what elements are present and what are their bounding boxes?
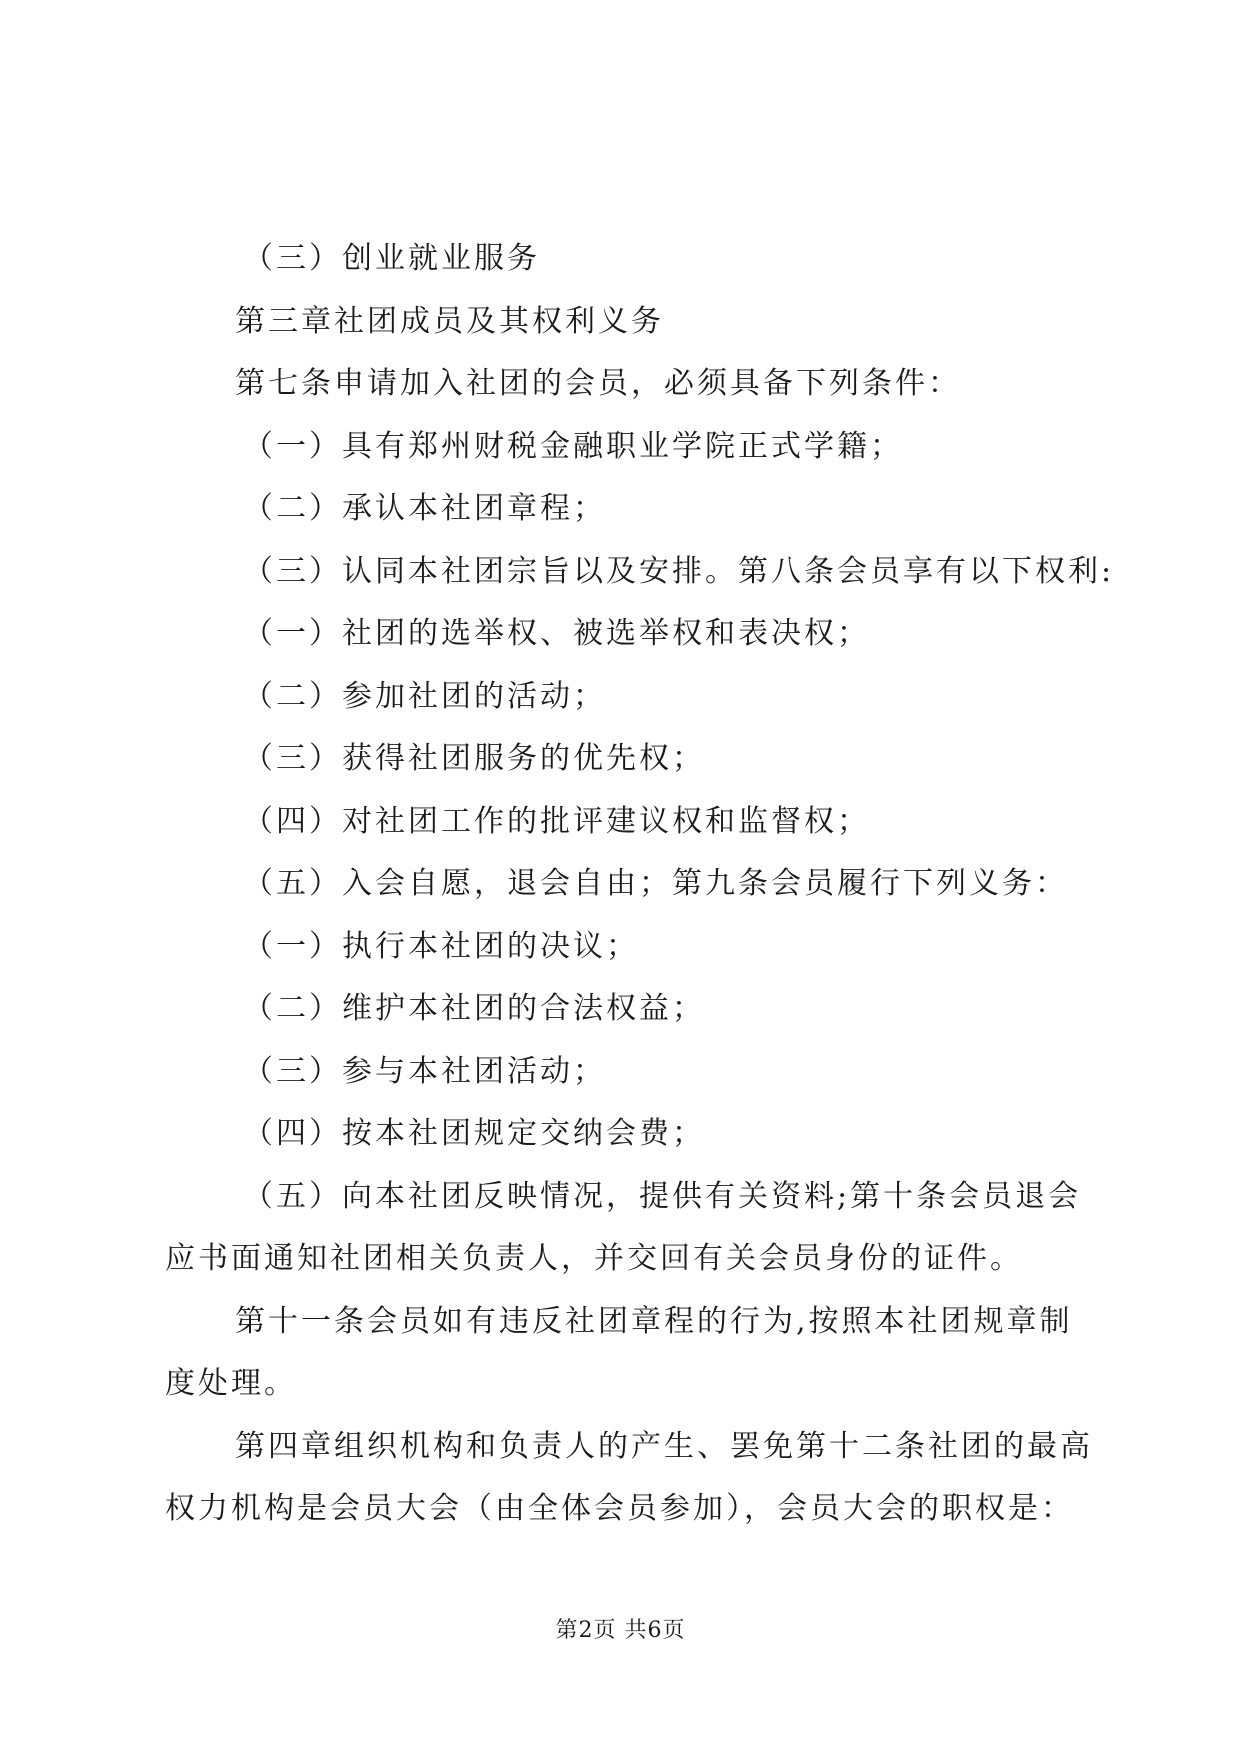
text-line: （四）对社团工作的批评建议权和监督权；	[243, 803, 870, 839]
page-number-footer: 第2页 共6页	[555, 1618, 686, 1643]
document-body	[165, 228, 1115, 1541]
text-line: （二）承认本社团章程；	[243, 491, 606, 526]
text-line: （一）执行本社团的决议；	[243, 928, 639, 964]
text-line: （二）维护本社团的合法权益；	[243, 991, 705, 1026]
text-line: （二）参加社团的活动；	[243, 678, 606, 714]
text-line: （一）具有郑州财税金融职业学院正式学籍；	[243, 428, 903, 464]
text-line: （三）认同本社团宗旨以及安排。第八条会员享有以下权利:	[243, 553, 1115, 589]
text-line: 应书面通知社团相关负责人，并交回有关会员身份的证件。	[165, 1241, 1023, 1276]
text-line: （三）参与本社团活动；	[243, 1053, 606, 1089]
text-line: （五）入会自愿，退会自由；第九条会员履行下列义务：	[243, 866, 1068, 901]
text-line: （四）按本社团规定交纳会费；	[243, 1116, 705, 1151]
text-line: 第三章社团成员及其权利义务	[235, 303, 664, 339]
text-line: （一）社团的选举权、被选举权和表决权；	[243, 616, 870, 651]
text-line: （三）创业就业服务	[243, 241, 540, 276]
text-line: 第十一条会员如有违反社团章程的行为,按照本社团规章制	[235, 1303, 1073, 1339]
text-line: （五）向本社团反映情况，提供有关资料;第十条会员退会	[243, 1178, 1082, 1214]
text-line: 第四章组织机构和负责人的产生、罢免第十二条社团的最高	[235, 1428, 1093, 1464]
text-line: 权力机构是会员大会（由全体会员参加），会员大会的职权是：	[165, 1491, 1074, 1526]
text-line: 第七条申请加入社团的会员，必须具备下列条件：	[235, 366, 961, 401]
text-line: （三）获得社团服务的优先权；	[243, 741, 705, 776]
text-line: 度处理。	[165, 1366, 297, 1401]
